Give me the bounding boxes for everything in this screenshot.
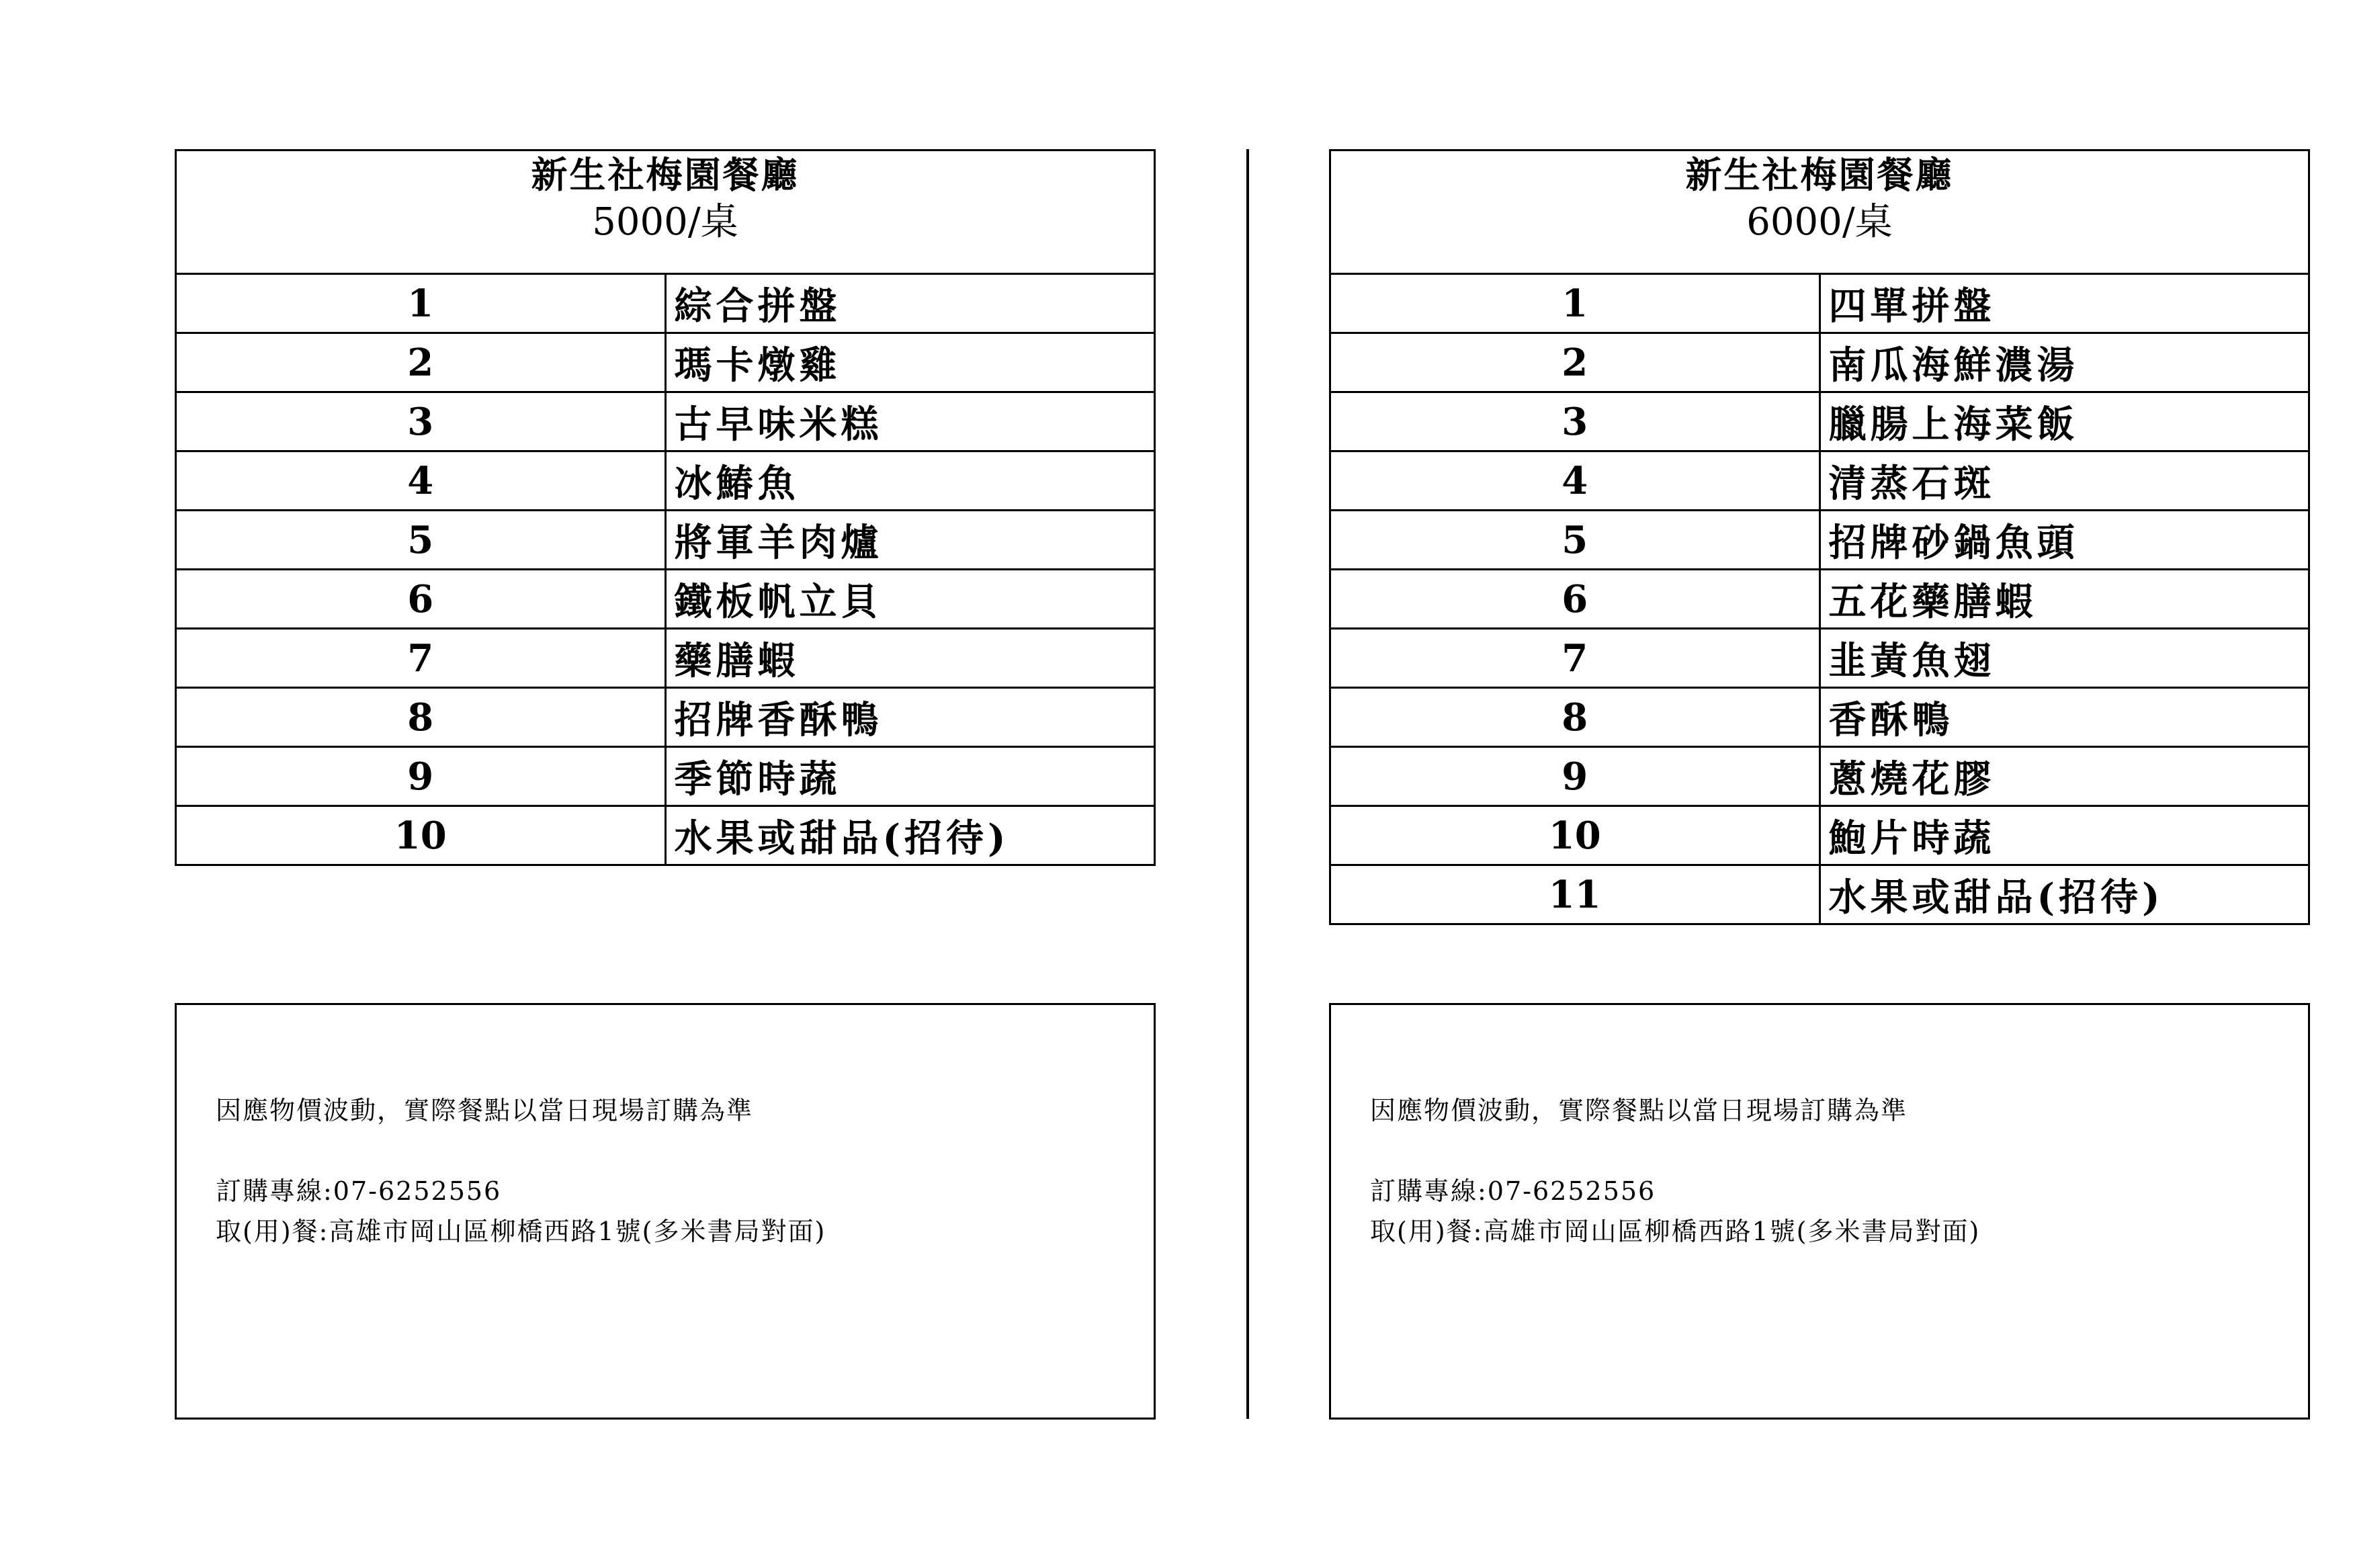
center-divider	[1246, 149, 1249, 1419]
menu-table-body	[1330, 150, 2309, 924]
dish-name: 鐵板帆立貝	[665, 570, 1155, 629]
order-phone: 訂購專線:07-6252556	[216, 1176, 502, 1206]
item-number: 9	[1330, 747, 1820, 806]
item-number: 7	[176, 629, 666, 688]
dish-name: 四單拼盤	[1820, 274, 2309, 333]
dish-name: 南瓜海鮮濃湯	[1820, 333, 2309, 392]
menu-header-row	[176, 150, 1155, 274]
item-number: 10	[1330, 806, 1820, 865]
menu-item-row	[1330, 806, 2309, 865]
menu-price: 5000/桌	[592, 200, 738, 244]
menu-item-row	[1330, 333, 2309, 392]
menu-item-row	[176, 806, 1155, 865]
menu-table-body	[176, 150, 1155, 865]
item-number: 3	[1330, 392, 1820, 451]
dish-name: 清蒸石斑	[1820, 451, 2309, 511]
menu-item-row	[1330, 747, 2309, 806]
dish-name: 招牌香酥鴨	[665, 688, 1155, 747]
dish-name: 瑪卡燉雞	[665, 333, 1155, 392]
item-number: 5	[1330, 511, 1820, 570]
menu-item-row	[176, 629, 1155, 688]
item-number: 2	[176, 333, 666, 392]
dish-name: 將軍羊肉爐	[665, 511, 1155, 570]
menu-item-row	[176, 451, 1155, 511]
dish-name: 鮑片時蔬	[1820, 806, 2309, 865]
dish-name: 古早味米糕	[665, 392, 1155, 451]
item-number: 4	[176, 451, 666, 511]
dish-name: 蔥燒花膠	[1820, 747, 2309, 806]
pickup-address: 取(用)餐:高雄市岡山區柳橋西路1號(多米書局對面)	[1370, 1217, 1981, 1246]
menu-price: 6000/桌	[1746, 200, 1893, 244]
dish-name: 綜合拼盤	[665, 274, 1155, 333]
item-number: 9	[176, 747, 666, 806]
menu-table-6000	[1329, 149, 2310, 925]
price-notice: 因應物價波動，實際餐點以當日現場訂購為準	[216, 1096, 754, 1125]
menu-item-row	[1330, 865, 2309, 924]
menu-item-row	[1330, 570, 2309, 629]
item-number: 1	[176, 274, 666, 333]
dish-name: 藥膳蝦	[665, 629, 1155, 688]
restaurant-name: 新生社梅園餐廳	[1685, 153, 1954, 196]
item-number: 6	[1330, 570, 1820, 629]
item-number: 11	[1330, 865, 1820, 924]
menu-item-row	[176, 333, 1155, 392]
menu-item-row	[176, 274, 1155, 333]
item-number: 7	[1330, 629, 1820, 688]
dish-name: 臘腸上海菜飯	[1820, 392, 2309, 451]
dish-name: 季節時蔬	[665, 747, 1155, 806]
menu-item-row	[176, 570, 1155, 629]
pickup-address: 取(用)餐:高雄市岡山區柳橋西路1號(多米書局對面)	[216, 1217, 826, 1246]
item-number: 5	[176, 511, 666, 570]
dish-name: 水果或甜品(招待)	[1820, 865, 2309, 924]
menu-item-row	[1330, 629, 2309, 688]
item-number: 4	[1330, 451, 1820, 511]
item-number: 3	[176, 392, 666, 451]
menu-item-row	[176, 688, 1155, 747]
menu-title-cell	[1330, 150, 2309, 274]
menu-item-row	[1330, 274, 2309, 333]
dish-name: 招牌砂鍋魚頭	[1820, 511, 2309, 570]
menu-title-cell	[176, 150, 1155, 274]
item-number: 6	[176, 570, 666, 629]
item-number: 2	[1330, 333, 1820, 392]
item-number: 8	[1330, 688, 1820, 747]
dish-name: 水果或甜品(招待)	[665, 806, 1155, 865]
dish-name: 香酥鴨	[1820, 688, 2309, 747]
notice-box-right	[1329, 1003, 2310, 1420]
dish-name: 韭黃魚翅	[1820, 629, 2309, 688]
dish-name: 五花藥膳蝦	[1820, 570, 2309, 629]
dish-name: 冰鰆魚	[665, 451, 1155, 511]
order-phone: 訂購專線:07-6252556	[1370, 1176, 1656, 1206]
menu-item-row	[176, 747, 1155, 806]
price-notice: 因應物價波動，實際餐點以當日現場訂購為準	[1370, 1096, 1908, 1125]
menu-table-5000	[175, 149, 1156, 866]
menu-item-row	[1330, 688, 2309, 747]
restaurant-name: 新生社梅園餐廳	[531, 153, 800, 196]
menu-item-row	[1330, 511, 2309, 570]
notice-box-left	[175, 1003, 1156, 1420]
menu-item-row	[176, 392, 1155, 451]
menu-item-row	[1330, 392, 2309, 451]
menu-header-row	[1330, 150, 2309, 274]
menu-item-row	[176, 511, 1155, 570]
item-number: 8	[176, 688, 666, 747]
menu-item-row	[1330, 451, 2309, 511]
item-number: 1	[1330, 274, 1820, 333]
item-number: 10	[176, 806, 666, 865]
